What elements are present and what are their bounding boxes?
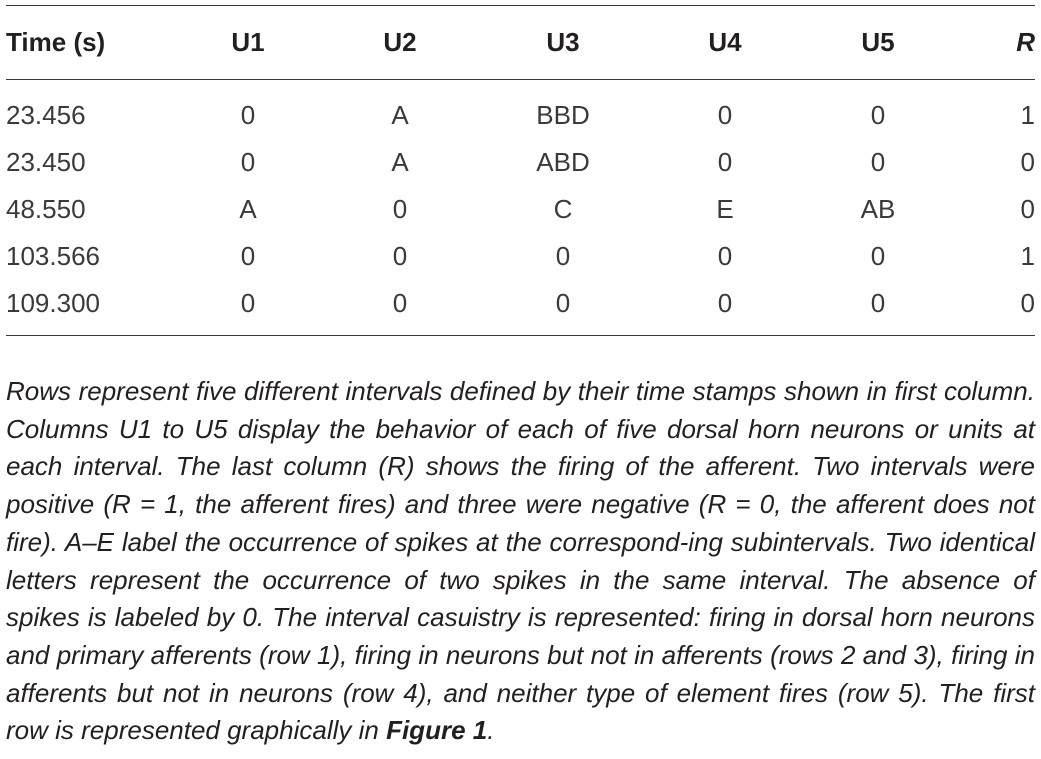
cell-u1: 0 [240,147,256,177]
cell-u3: C [553,194,573,224]
table-row [6,186,1035,233]
header-u5: U5 [861,27,895,57]
cell-u2: 0 [392,241,408,271]
table-row [6,233,1035,280]
cell-u4: 0 [717,288,733,318]
header-u3: U3 [546,27,580,57]
cell-u4: 0 [717,100,733,130]
cell-u2: A [391,147,409,177]
cell-u5: AB [860,194,896,224]
cell-time: 48.550 [6,194,86,224]
cell-time: 23.450 [6,147,86,177]
cell-u3: 0 [555,288,571,318]
cell-time: 103.566 [6,241,100,271]
cell-u1: 0 [240,241,256,271]
cell-u1: A [239,194,257,224]
header-u2: U2 [383,27,417,57]
cell-u1: 0 [240,288,256,318]
table-header-row [6,6,1035,79]
cell-u4: 0 [717,147,733,177]
cell-r: 0 [1020,194,1035,224]
cell-u1: 0 [240,100,256,130]
cell-u4: 0 [717,241,733,271]
cell-r: 1 [1020,241,1035,271]
header-u4: U4 [708,27,742,57]
cell-u5: 0 [870,147,886,177]
cell-r: 0 [1020,147,1035,177]
table-row [6,280,1035,335]
cell-u3: ABD [536,147,590,177]
header-time: Time (s) [6,27,106,57]
cell-r: 0 [1020,288,1035,318]
cell-u5: 0 [870,100,886,130]
cell-time: 23.456 [6,100,86,130]
cell-u5: 0 [870,288,886,318]
table-row [6,139,1035,186]
figure-reference-link[interactable]: Figure 1 [386,715,488,746]
header-u1: U1 [231,27,265,57]
header-r: R [1016,27,1035,57]
cell-u5: 0 [870,241,886,271]
data-table-container [6,5,1035,336]
caption-text: Rows represent five different intervals defined by their time stamps shown in first column. Columns U1 to U5 display the behavior of each of five dorsal horn neurons or units at each interval. The last column (R) shows the firing of the afferent. Two intervals were positive (R = 1, the afferent fires) and three were negative (R = 0, the afferent does not fire). A–E label the occurrence of spikes at the correspond-ing subintervals. Two identical letters represent the occurrence of two spikes in the same interval. The absence of spikes is labeled by 0. The interval casuistry is represented: firing in dorsal horn neurons and primary afferents (row 1), firing in neurons but not in afferents (rows 2 and 3), firing in afferents but not in neurons (row 4), and neither type of element fires (row 5). The first row is represented graphically in [6,376,1035,746]
cell-u3: 0 [555,241,571,271]
caption-end: . [487,715,495,746]
data-table [6,6,1035,335]
cell-u2: A [391,100,409,130]
cell-u2: 0 [392,194,408,224]
table-row [6,80,1035,139]
cell-u4: E [716,194,734,224]
cell-time: 109.300 [6,288,100,318]
cell-r: 1 [1020,100,1035,130]
table-bottom-rule [6,335,1035,336]
cell-u2: 0 [392,288,408,318]
cell-u3: BBD [536,100,590,130]
table-caption [6,373,1035,750]
